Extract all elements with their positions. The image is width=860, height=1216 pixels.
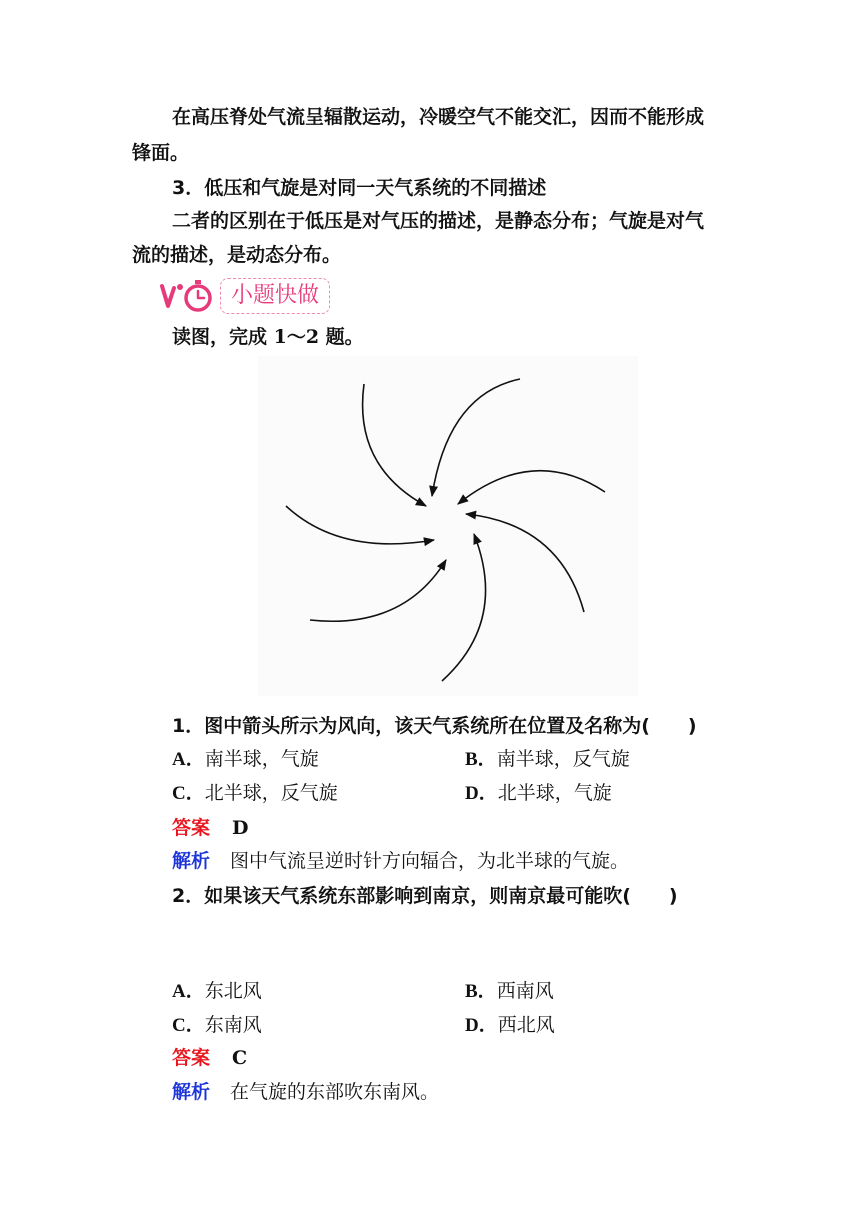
option-d: D．北半球，气旋 <box>465 782 612 804</box>
option-d: D．西北风 <box>465 1014 555 1036</box>
answer-line: 答案 D <box>172 817 249 839</box>
answer-line: 答案 C <box>172 1047 248 1069</box>
intro-paragraph-line: 流的描述，是动态分布。 <box>132 244 342 266</box>
cyclone-wind-diagram <box>258 356 638 696</box>
option-b: B．南半球，反气旋 <box>465 748 630 770</box>
intro-paragraph-line: 二者的区别在于低压是对气压的描述，是静态分布；气旋是对气 <box>172 210 705 232</box>
question-stem: 2．如果该天气系统东部影响到南京，则南京最可能吹( ) <box>172 885 678 907</box>
section-heading: 3．低压和气旋是对同一天气系统的不同描述 <box>172 177 547 199</box>
analysis-line: 解析 图中气流呈逆时针方向辐合，为北半球的气旋。 <box>172 850 630 872</box>
option-c: C．东南风 <box>172 1014 262 1036</box>
option-c: C．北半球，反气旋 <box>172 782 338 804</box>
stopwatch-badge-icon <box>158 278 218 314</box>
analysis-line: 解析 在气旋的东部吹东南风。 <box>172 1081 440 1103</box>
option-a: A．东北风 <box>172 980 262 1002</box>
intro-paragraph-line: 在高压脊处气流呈辐散运动，冷暖空气不能交汇，因而不能形成 <box>172 106 705 128</box>
option-a: A．南半球，气旋 <box>172 748 319 770</box>
instruction-text: 读图，完成 1～2 题。 <box>172 326 364 348</box>
option-b: B．西南风 <box>465 980 554 1002</box>
question-stem: 1．图中箭头所示为风向，该天气系统所在位置及名称为( ) <box>172 715 697 737</box>
section-badge-label: 小题快做 <box>220 278 330 314</box>
intro-paragraph-line: 锋面。 <box>132 142 190 164</box>
